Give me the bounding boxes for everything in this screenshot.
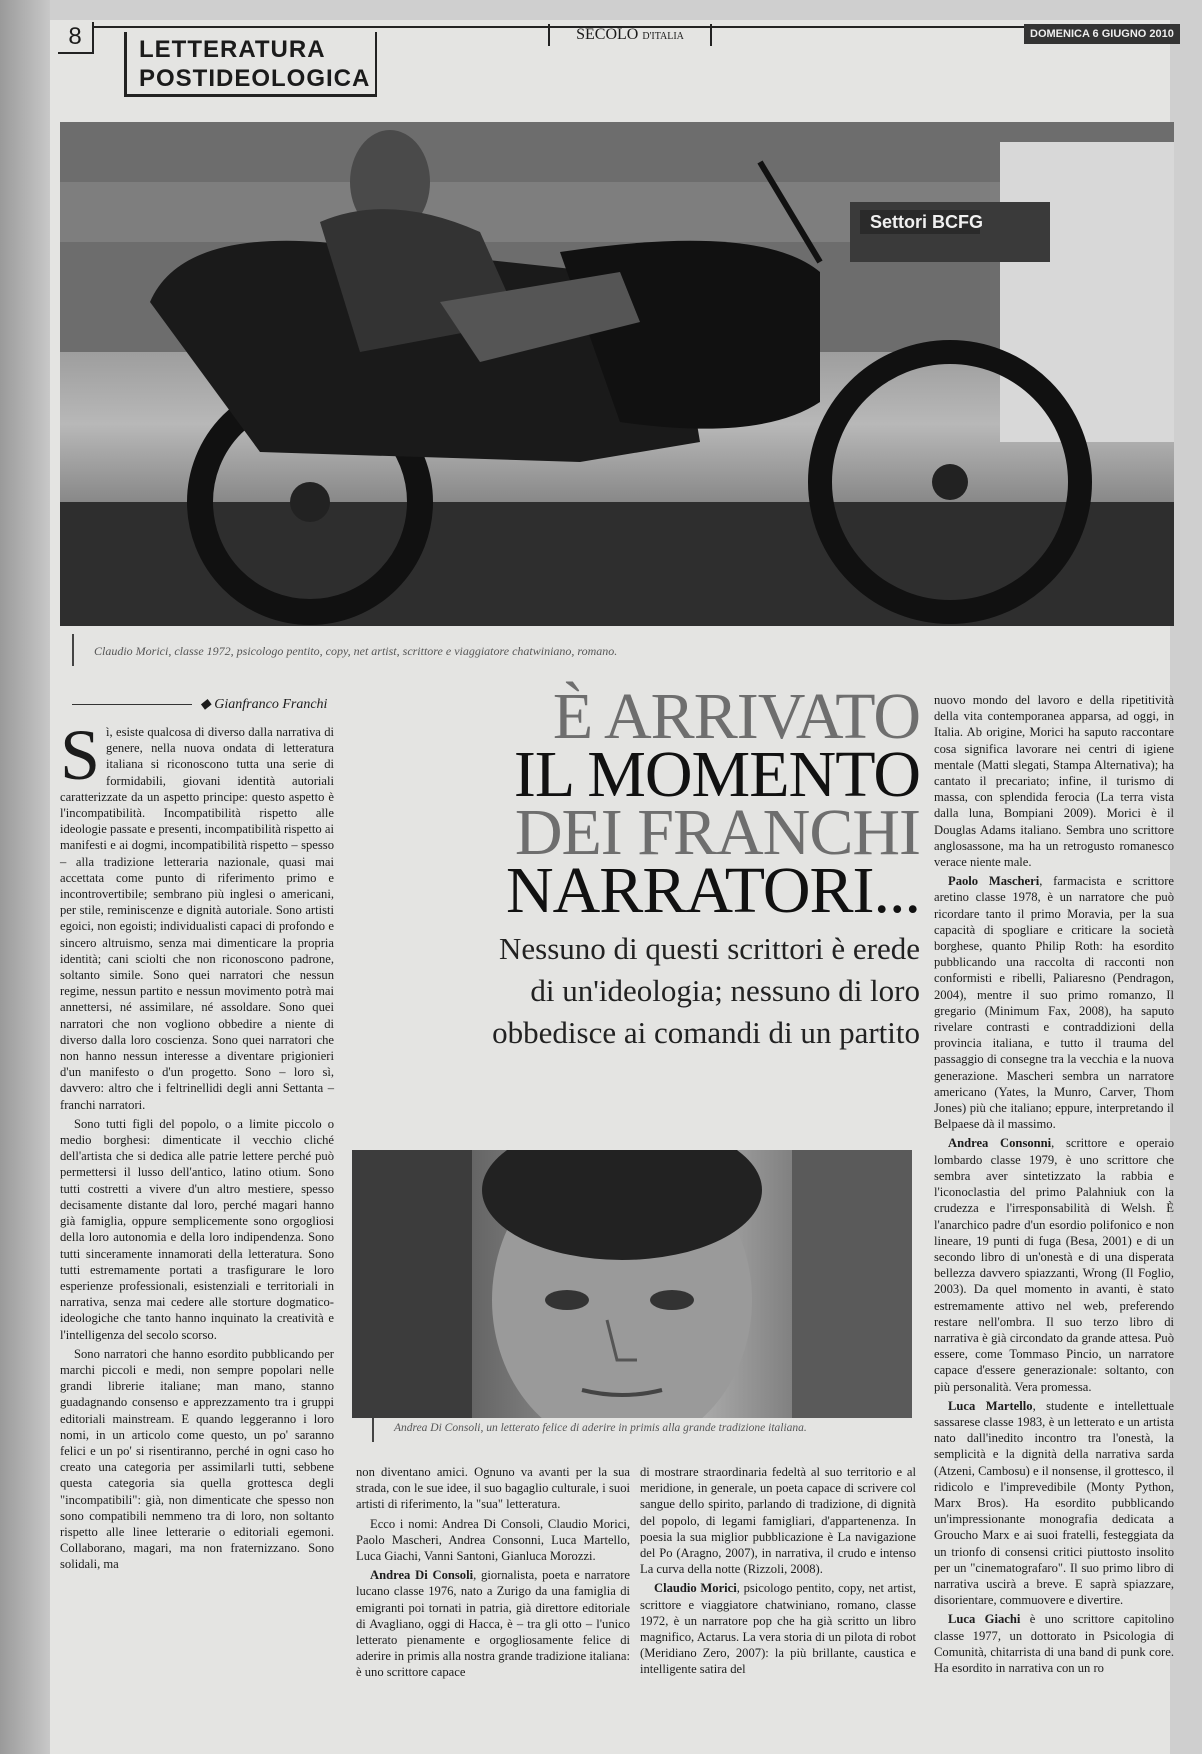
section-title-line2: POSTIDEOLOGICA (139, 65, 371, 92)
drop-cap: S (60, 715, 101, 795)
column-1-paragraph-2: Sono tutti figli del popolo, o a limite piccolo o medio borghesi: dimenticate il vecchio cliché dell'artista che si dedica alle patrie lettere perché può permettersi il lusso dell'antico, latino otium. Sono tutti costretti a vivere d'un altro mestiere, spesso decisamente distante dal loro, perché magari hanno già famiglia, oppure semplicemente sono orgogliosi della loro autonomia e della loro indipendenza. Sono tutti sinceramente innamorati della letteratura. Sono tutti estremamente portati a trasfigurare le loro esperienze professionali, esistenziali e territoriali in narrativa, senza mai cedere alle storture dogmatico-ideologiche che tanto hanno inquinato la creatività e l'intelligenza del secolo scorso. (60, 1116, 334, 1342)
portrait-illustration (352, 1150, 912, 1418)
headline-line-1: È ARRIVATO (552, 680, 920, 753)
headline (440, 680, 920, 927)
photo-illustration (60, 122, 1174, 626)
column-1-paragraph-3: Sono narratori che hanno esordito pubblicando per marchi piccoli e medi, non sempre popolari nelle grandi librerie italiane; man mano, stanno guadagnando consenso e apprezzamento tra i gruppi editoriali mainstream. E quando leggeranno i loro nomi, in un articolo come questo, un po' saranno felici e un po' si risentiranno, perché in ogni caso ho creato una categoria per assimilarli tutti, sebbene questa categoria sia quella grottesca degli "incompatibili": già, non dimenticate che spesso non sono compatibili nemmeno tra di loro, non soltanto rispetto alle linee letterarie o editoriali egemoni. Collaborano, magari, ma non fraternizzano. Sono solidali, ma (60, 1346, 334, 1572)
caption-bar (72, 634, 74, 666)
masthead-small: D'ITALIA (642, 31, 684, 42)
column-4-text-5: è uno scrittore capitolino classe 1977, un dottorato in Psicologia di Comunità, chitarrista di una band di punk core. Ha esordito in narrativa con un ro (934, 1612, 1174, 1675)
headline-line-3: DEI FRANCHI (514, 796, 920, 869)
portrait-photo (352, 1150, 912, 1418)
deck-line-3: obbedisce ai comandi di un partito (492, 1015, 920, 1050)
name-luca-martello: Luca Martello (948, 1398, 1033, 1413)
photo-caption: Claudio Morici, classe 1972, psicologo pentito, copy, net artist, scrittore e viaggiatore chatwiniano, romano. (94, 644, 618, 658)
headline-line-4: NARRATORI... (505, 854, 920, 927)
column-1-text-1: ì, esiste qualcosa di diverso dalla narrativa di genere, nella nuova ondata di letteratura italiana si riconoscono tutta una serie di formidabili, giovani identità autoriali caratterizzate da un aspetto principe: questo aspetto è l'incompatibilità. Incompatibilità rispetto alle ideologie passate e presenti, incompatibilità rispetto ai manifesti e ai dogmi, incompatibilità rispetto – spesso – alla tradizione letteraria nazionale, quasi mai accettata come punto di riferimento primo e incontrovertibile; sembrano più inglesi o americani, per stile, reminiscenze e dignità autoriale. Sono artisti egoici, non egoisti; individualisti capaci di profondo e sincero altruismo, senza mai dimenticare la propria identità; cani sciolti che non riconoscono padrone, soltanto simile. Sono quei narratori che nessun regime, nessun partito e nessun movimento potrà mai annettersi, né assimilare, né assoldare. Sono quei narratori che non vogliono obbedire a niente di diverso dalla loro coscienza. Sono quei narratori che non hanno nessun interesse a diventare prigionieri d'un manifesto o d'un progetto. Sono – loro sì, davvero: altro che i feltrinellidi degli anni Settanta – franchi narratori. (60, 725, 334, 1112)
column-1-paragraph-1 (60, 715, 334, 1113)
column-4-text-2: , farmacista e scrittore aretino classe 1978, è un narratore che può ricordare tanto il primo Moravia, per la sua capacità di spogliare e criticare la società borghese, quanto Philip Roth: ha esordito pubblicando una raccolta di racconti non conformisti e ribelli, Paliaresno (Pendragon, 2004), mentre il suo primo romanzo, Il gregario (Minimum Fax, 2008), ha saputo rivelare contrasti e contraddizioni della provincia italiana, e tutto il trauma del passaggio di consegne tra la vecchia e la nuova generazione. Mascheri sembra un narratore americano (Yates, la Munro, Carver, Thom Jones) più che italiano; eppure, interpretando il Belpaese dà il massimo. (934, 874, 1174, 1132)
name-andrea-di-consoli: Andrea Di Consoli (370, 1568, 474, 1583)
name-paolo-mascheri: Paolo Mascheri (948, 874, 1040, 889)
column-4-text-3: , scrittore e operaio lombardo classe 1979, è uno scrittore che sembra aver sintetizzato la rabbia e l'iconoclastia del primo Palahniuk con la crudezza e l'irresponsabilità di Welsh. È l'anarchico padre d'un esordio polifonico e non lineare, 19 punti di fuga (Besa, 2001) e di un secondo libro di un'onestà e di una disperata bellezza davvero spiazzanti, Wrong (Il Foglio, 2003). Da quel momento in avanti, è stato estremamente attivo nel web, preferendo restare nell'ombra. Il suo terzo libro di narrativa è già circondato da grande attesa. Può essere, come Tommaso Pincio, un narratore capace d'essere generazionale: soltanto, con più personalità. Vera promessa. (934, 1136, 1174, 1394)
column-4-paragraph-2 (934, 873, 1174, 1132)
byline-name: Gianfranco Franchi (214, 697, 328, 712)
column-2-paragraph-1: non diventano amici. Ognuno va avanti per la sua strada, con le sue idee, il suo bagaglio culturale, i suoi artisti di riferimento, la "sua" letteratura. (356, 1465, 630, 1512)
dateline: DOMENICA 6 GIUGNO 2010 (1024, 24, 1180, 44)
column-3 (640, 1464, 916, 1681)
column-4-paragraph-4 (934, 1398, 1174, 1609)
column-2-paragraph-2: Ecco i nomi: Andrea Di Consoli, Claudio Morici, Paolo Mascheri, Andrea Consonni, Luca Martello, Luca Giachi, Vanni Santoni, Gianluca Morozzi. (356, 1516, 630, 1564)
column-2 (356, 1464, 630, 1684)
masthead-name: SECOLO (576, 26, 639, 43)
column-4-text-4: , studente e intellettuale sassarese classe 1983, è un letterato e un artista nato dall'inedito incontro tra l'onestà, la semplicità e la dignità della narrativa sarda (Atzeni, Cambosu) e il nonsense, il grottesco, il ridicolo e l'imprevedibile (Monty Python, Marx Bros). Ha esordito pubblicando un'impressionante monografia dedicata a Groucho Marx e ai suoi fratelli, festeggiata da un trionfo di consensi critici piuttosto insolito per un "cinematografaro". Il suo primo libro di narrativa uscirà a breve. E saprà spiazzare, disorientare, commuovere e divertire. (934, 1398, 1174, 1608)
page-number: 8 (58, 22, 94, 54)
headline-line-2: IL MOMENTO (513, 738, 920, 811)
column-4-paragraph-1: nuovo mondo del lavoro e della ripetitività della vita contemporanea apparsa, ad oggi, in Italia. Ab origine, Morici ha saputo raccontare cosa significa lavorare nei centri di igiene mentale (Matti slegati, Stampa Alternativa); ha cantato il precariato; infine, il turismo di massa, con splendida ferocia (La terra vista dalla luna, Bompiani 2009). Morici è il Douglas Adams italiano. Sembra uno scrittore anglosassone, ma ha un retrogusto romanesco verace niente male. (934, 693, 1174, 870)
column-3-paragraph-2 (640, 1580, 916, 1677)
name-luca-giachi: Luca Giachi (948, 1612, 1021, 1627)
portrait-caption-bar (372, 1418, 374, 1442)
column-1 (60, 715, 334, 1576)
masthead (548, 24, 712, 46)
section-title-line1: LETTERATURA (139, 36, 326, 63)
name-andrea-consonni: Andrea Consonni (948, 1136, 1052, 1151)
column-4 (934, 692, 1174, 1679)
column-2-paragraph-3 (356, 1567, 630, 1680)
name-claudio-morici: Claudio Morici (654, 1581, 737, 1596)
main-photo-sidecar-motorcycle (60, 122, 1174, 626)
column-3-text-2: , psicologo pentito, copy, net artist, scrittore e viaggiatore chatwiniano, romano, classe 1972, è un narratore pop che ha già scritto un libro magnifico, Actarus. La vera storia di un pilota di robot (Meridiano Zero, 2007): la più brillante, caustica e intelligente satira del (640, 1581, 916, 1677)
photo-sign-text: Settori BCFG (870, 212, 984, 232)
page-gutter-shadow (0, 0, 50, 1754)
column-4-paragraph-3 (934, 1135, 1174, 1394)
column-3-paragraph-1: di mostrare straordinaria fedeltà al suo territorio e al meridione, in generale, un poeta capace di scrivere col sangue dello spirito, parlando di tradizione, di dignità del popolo, di legami famigliari, d'appartenenza. In poesia la sua miglior pubblicazione è La navigazione del Po (Aragno, 2007), in narrativa, il crudo e intenso La curva della notte (Rizzoli, 2008). (640, 1465, 916, 1577)
column-2-text-3: , giornalista, poeta e narratore lucano classe 1976, nato a Zurigo da una famiglia di emigranti poi tornati in patria, già direttore editoriale di Avagliano, oggi di Hacca, è – tra gli otto – l'unico letterato pienamente e orgogliosamente felice di aderire in primis alla nostra grande tradizione italiana: è uno scrittore capace (356, 1568, 630, 1680)
deck-line-1: Nessuno di questi scrittori è erede (499, 931, 920, 966)
portrait-caption: Andrea Di Consoli, un letterato felice di aderire in primis alla grande tradizione italiana. (394, 1422, 807, 1434)
column-4-paragraph-5 (934, 1611, 1174, 1676)
deck-line-2: di un'ideologia; nessuno di loro (530, 973, 920, 1008)
byline: ◆ Gianfranco Franchi (200, 697, 328, 712)
deck (346, 928, 920, 1054)
section-title-box (124, 32, 377, 97)
byline-rule (72, 704, 192, 705)
